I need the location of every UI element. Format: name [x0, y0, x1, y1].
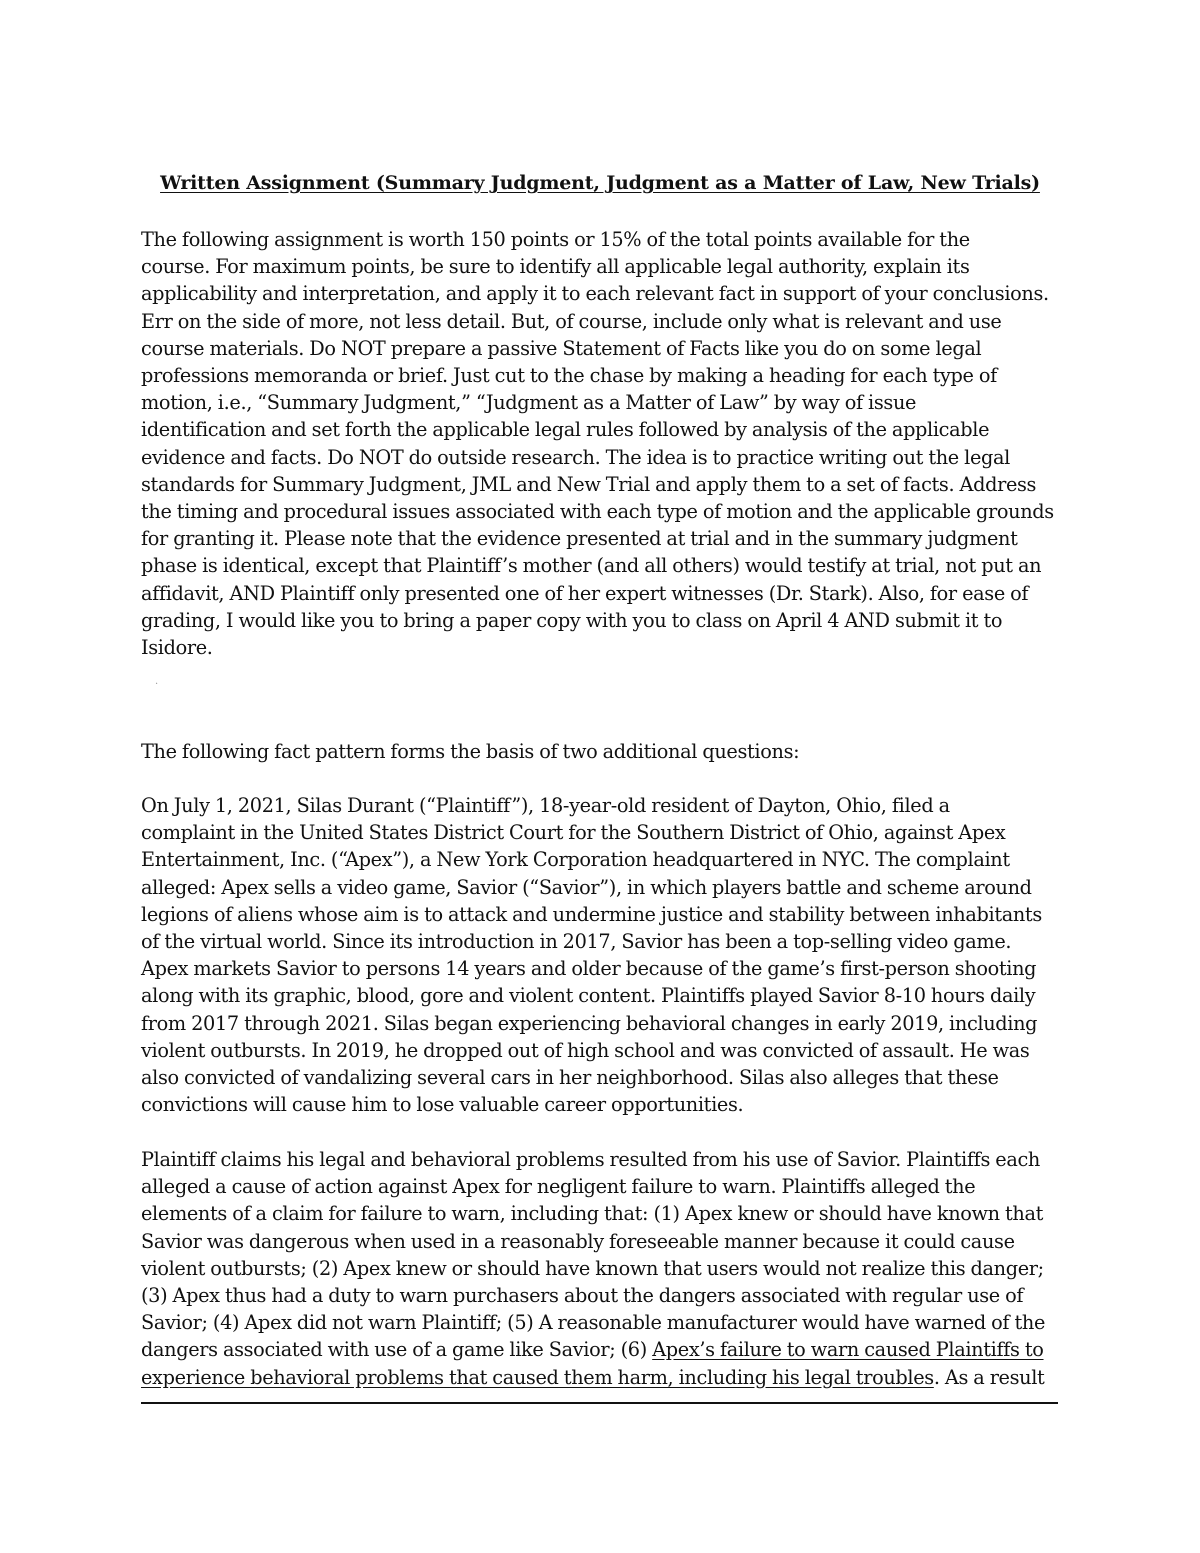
document-title: Written Assignment (Summary Judgment, Judgment as a Matter of Law, New Trials)	[160, 172, 1040, 194]
facts-line: alleged: Apex sells a video game, Savior (“Savior”), in which players battle and scheme around	[141, 875, 1032, 899]
claims-line: elements of a claim for failure to warn, including that: (1) Apex knew or should have known that	[141, 1202, 1044, 1226]
facts-line: also convicted of vandalizing several cars in her neighborhood. Silas also alleges that these	[141, 1066, 999, 1090]
claims-line: Savior was dangerous when used in a reasonably foreseeable manner because it could cause	[141, 1229, 1015, 1253]
intro-paragraph	[141, 226, 1061, 661]
intro-line: Isidore.	[141, 636, 213, 660]
facts-line: of the virtual world. Since its introduction in 2017, Savior has been a top-selling video game.	[141, 930, 1012, 954]
claims-line-8-underlined: Apex’s failure to warn caused Plaintiffs to	[652, 1338, 1044, 1362]
facts-line: convictions will cause him to lose valuable career opportunities.	[141, 1093, 744, 1117]
claims-line-9-underlined: experience behavioral problems that caused them harm, including his legal troubles	[141, 1365, 934, 1389]
facts-paragraph	[141, 792, 1061, 1118]
claims-line	[141, 1336, 1061, 1363]
intro-line: for granting it. Please note that the evidence presented at trial and in the summary judgment	[141, 527, 1018, 551]
intro-line: course materials. Do NOT prepare a passive Statement of Facts like you do on some legal	[141, 336, 982, 360]
claims-line: violent outbursts; (2) Apex knew or should have known that users would not realize this danger;	[141, 1256, 1044, 1280]
intro-line: The following assignment is worth 150 points or 15% of the total points available for the	[141, 228, 970, 251]
facts-line: from 2017 through 2021. Silas began experiencing behavioral changes in early 2019, including	[141, 1011, 1038, 1035]
intro-line: standards for Summary Judgment, JML and New Trial and apply them to a set of facts. Address	[141, 472, 1037, 496]
intro-line: grading, I would like you to bring a paper copy with you to class on April 4 AND submit it to	[141, 608, 1003, 632]
facts-line: Entertainment, Inc. (“Apex”), a New York Corporation headquartered in NYC. The complaint	[141, 848, 1010, 872]
facts-line: legions of aliens whose aim is to attack and undermine justice and stability between inhabitants	[141, 902, 1042, 926]
fact-intro-line: The following fact pattern forms the basis of two additional questions:	[141, 740, 800, 763]
claims-line: Savior; (4) Apex did not warn Plaintiff; (5) A reasonable manufacturer would have warned of the	[141, 1311, 1046, 1335]
claims-paragraph	[141, 1146, 1061, 1391]
intro-line: professions memoranda or brief. Just cut to the chase by making a heading for each type of	[141, 364, 997, 388]
claims-line: alleged a cause of action against Apex for negligent failure to warn. Plaintiffs alleged the	[141, 1175, 976, 1199]
claims-line: (3) Apex thus had a duty to warn purchasers about the dangers associated with regular use of	[141, 1284, 1024, 1308]
claims-line	[141, 1364, 1061, 1391]
claims-line-8-plain: dangers associated with use of a game like Savior; (6)	[141, 1338, 653, 1362]
fact-intro	[141, 738, 1061, 765]
facts-line: Apex markets Savior to persons 14 years and older because of the game’s first-person shooting	[141, 957, 1037, 981]
facts-line: complaint in the United States District Court for the Southern District of Ohio, against Apex	[141, 821, 1006, 845]
facts-line: violent outbursts. In 2019, he dropped out of high school and was convicted of assault. He was	[141, 1038, 1030, 1062]
stray-mark: .	[155, 676, 159, 687]
intro-line: affidavit, AND Plaintiff only presented one of her expert witnesses (Dr. Stark). Also, for ease of	[141, 581, 1029, 605]
facts-line: along with its graphic, blood, gore and violent content. Plaintiffs played Savior 8-10 hours daily	[141, 984, 1036, 1008]
facts-line: On July 1, 2021, Silas Durant (“Plaintiff”), 18-year-old resident of Dayton, Ohio, filed a	[141, 794, 950, 817]
intro-line: Err on the side of more, not less detail. But, of course, include only what is relevant and use	[141, 309, 1002, 333]
intro-line: identification and set forth the applicable legal rules followed by analysis of the applicable	[141, 418, 990, 442]
intro-line: applicability and interpretation, and apply it to each relevant fact in support of your conclusions.	[141, 282, 1049, 306]
claims-line: Plaintiff claims his legal and behavioral problems resulted from his use of Savior. Plaintiffs each	[141, 1148, 1040, 1171]
intro-line: phase is identical, except that Plaintiff’s mother (and all others) would testify at trial, not put an	[141, 554, 1042, 578]
intro-line: motion, i.e., “Summary Judgment,” “Judgment as a Matter of Law” by way of issue	[141, 391, 917, 415]
intro-line: the timing and procedural issues associated with each type of motion and the applicable grounds	[141, 500, 1054, 524]
bottom-rule	[141, 1402, 1058, 1404]
intro-line: course. For maximum points, be sure to identify all applicable legal authority, explain its	[141, 255, 970, 279]
intro-line: evidence and facts. Do NOT do outside research. The idea is to practice writing out the legal	[141, 445, 1010, 469]
claims-line-9-plain: . As a result	[933, 1365, 1045, 1389]
